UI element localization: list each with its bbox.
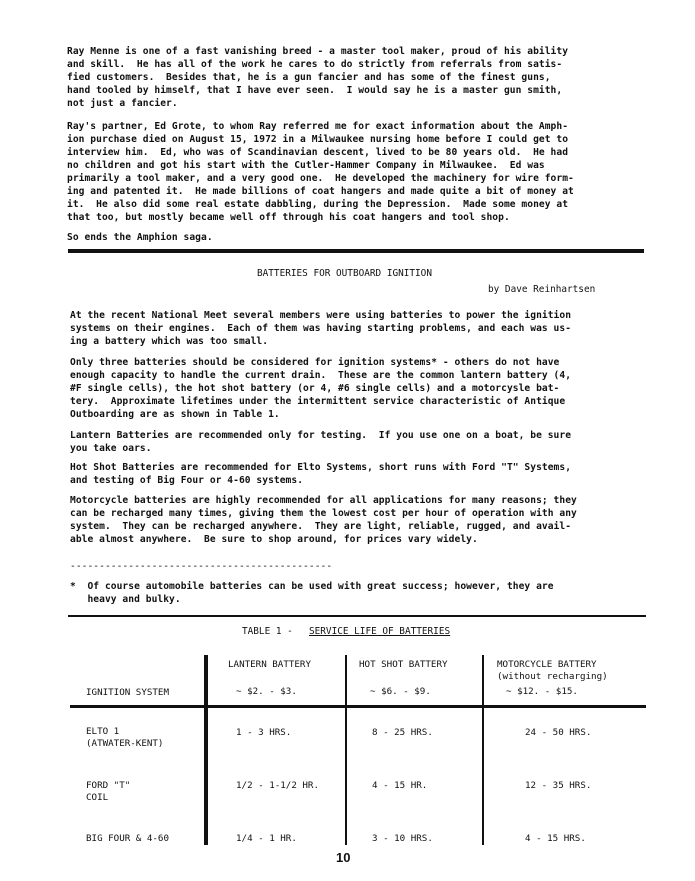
- intro-paragraph-1: Ray Menne is one of a fast vanishing breed - a master tool maker, proud of his ability and skill. He has all of the work he cares to do strictly from referrals from satis- fied customers. Besides that, he is a gun fancier and has some of the finest guns, hand tooled by himself, that I have ever seen. I would say he is a master gun smith, not just a fancier.: [67, 46, 569, 109]
- table-col-divider-1: [204, 655, 208, 845]
- table-caption-title: SERVICE LIFE OF BATTERIES: [309, 626, 451, 637]
- table-row-3-system: BIG FOUR & 4-60: [86, 833, 169, 844]
- table-row-1-system: ELTO 1 (ATWATER-KENT): [86, 726, 164, 749]
- table-col-divider-3: [482, 655, 484, 845]
- article-paragraph-4: Hot Shot Batteries are recommended for Elto Systems, short runs with Ford "T" Systems, and testing of Big Four or 4-60 systems.: [70, 462, 572, 486]
- table-row-1-lantern: 1 - 3 HRS.: [236, 727, 292, 738]
- intro-paragraph-2: Ray's partner, Ed Grote, to whom Ray referred me for exact information about the Amph- ion purchase died on August 15, 1972 in a Milwaukee nursing home before I could get to interview him. Ed, who was of Scandinavian descent, lived to be 80 years old. He had no children and got his start with the Cutler-Hammer Company in Milwaukee. Ed was primarily a tool maker, and a very good one. He developed the machinery for wire form- ing and patented it. He made billions of coat hangers and made quite a bit of money at it. He also did some real estate dabbling, during the Depression. Made some money at that too, but mostly became well off through his coat hangers and tool shop.: [67, 121, 574, 223]
- intro-closing: So ends the Amphion saga.: [67, 232, 213, 243]
- table-price-motorcycle: ~ $12. - $15.: [506, 686, 578, 697]
- table-header-rule: [70, 705, 646, 708]
- footnote-separator: ---------------------------------------------: [70, 561, 333, 572]
- table-top-rule: [68, 615, 646, 617]
- table-row-2-hotshot: 4 - 15 HR.: [372, 780, 428, 791]
- article-paragraph-3: Lantern Batteries are recommended only for testing. If you use one on a boat, be sure you take oars.: [70, 430, 572, 454]
- table-price-hotshot: ~ $6. - $9.: [370, 686, 431, 697]
- table-caption-prefix: TABLE 1 -: [242, 626, 299, 637]
- table-row-3-lantern: 1/4 - 1 HR.: [236, 833, 297, 844]
- table-row-2-lantern: 1/2 - 1-1/2 HR.: [236, 780, 319, 791]
- table-header-lantern: LANTERN BATTERY: [228, 659, 311, 670]
- table-row-2-system: FORD "T" COIL: [86, 780, 131, 803]
- page-number: 10: [336, 850, 351, 865]
- footnote: * Of course automobile batteries can be used with great success; however, they are heavy and bulky.: [70, 581, 554, 605]
- table-header-hotshot: HOT SHOT BATTERY: [359, 659, 448, 670]
- table-header-system: IGNITION SYSTEM: [86, 687, 169, 698]
- table-price-lantern: ~ $2. - $3.: [236, 686, 297, 697]
- article-title: BATTERIES FOR OUTBOARD IGNITION: [257, 268, 432, 279]
- table-row-2-motorcycle: 12 - 35 HRS.: [525, 780, 592, 791]
- table-col-divider-2: [345, 655, 347, 845]
- table-row-3-hotshot: 3 - 10 HRS.: [372, 833, 433, 844]
- table-row-1-hotshot: 8 - 25 HRS.: [372, 727, 433, 738]
- table-header-motorcycle: MOTORCYCLE BATTERY (without recharging): [497, 659, 608, 682]
- table-row-1-motorcycle: 24 - 50 HRS.: [525, 727, 592, 738]
- article-paragraph-2: Only three batteries should be considered for ignition systems* - others do not have enough capacity to handle the current drain. These are the common lantern battery (4, #F single cells), the hot shot battery (or 4, #6 single cells) and a motorcysle bat- tery. Approximate lifetimes under the intermittent service characteristic of Antique Outboarding are as shown in Table 1.: [70, 357, 572, 420]
- article-paragraph-1: At the recent National Meet several members were using batteries to power the ignition systems on their engines. Each of them was having starting problems, and each was us- ing a battery which was too small.: [70, 310, 572, 347]
- article-paragraph-5: Motorcycle batteries are highly recommended for all applications for many reasons; they can be recharged many times, giving them the lowest cost per hour of operation with any system. They can be recharged anywhere. They are light, reliable, rugged, and avail- able almost anywhere. Be sure to shop around, for prices vary widely.: [70, 495, 577, 545]
- table-row-3-motorcycle: 4 - 15 HRS.: [525, 833, 586, 844]
- article-byline: by Dave Reinhartsen: [488, 284, 596, 295]
- section-divider: [68, 249, 644, 253]
